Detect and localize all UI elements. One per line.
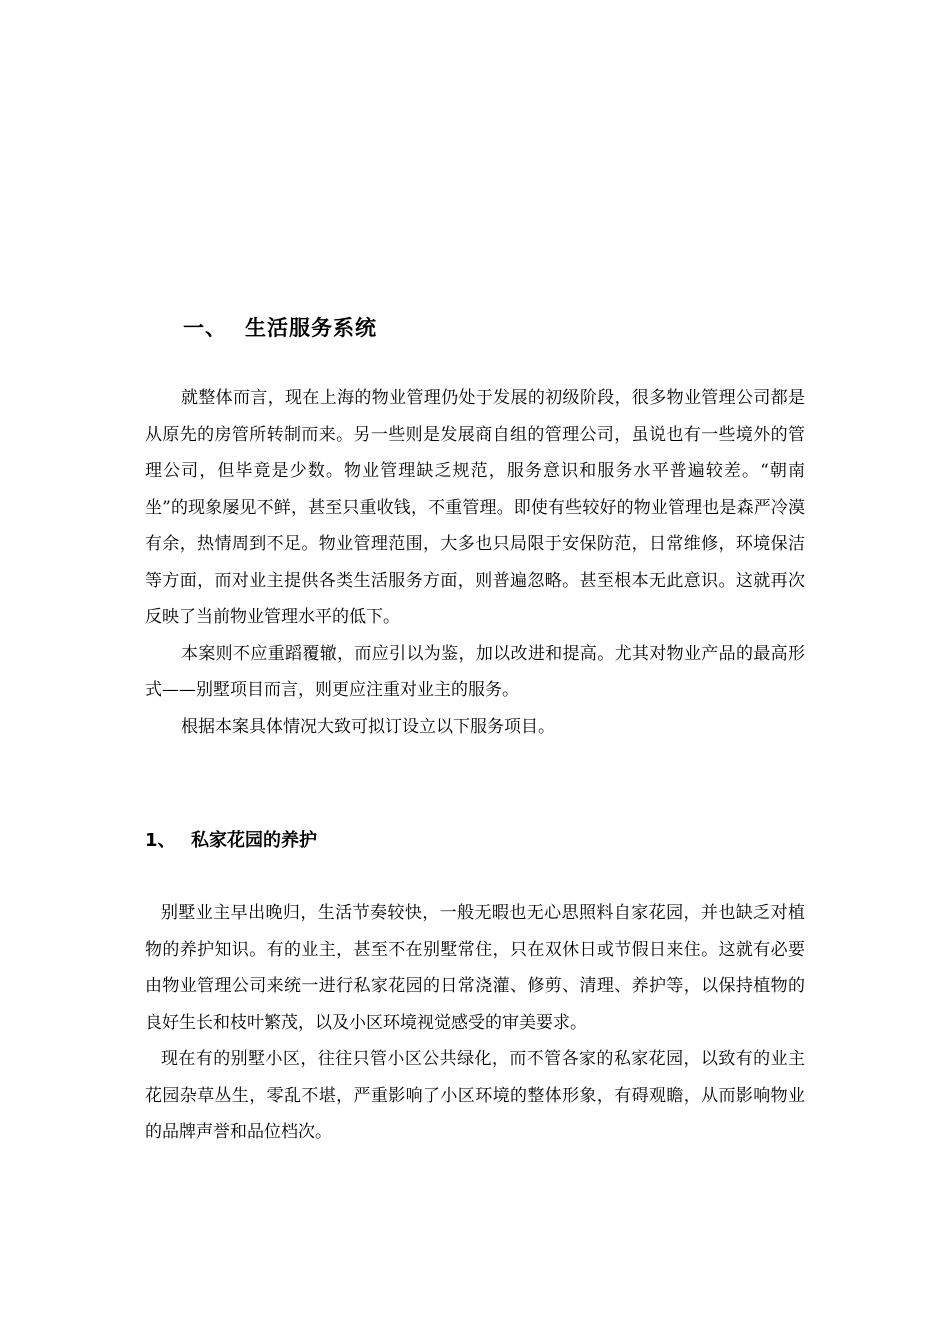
paragraph: 本案则不应重蹈覆辙，而应引以为鉴，加以改进和提高。尤其对物业产品的最高形式——别墅项目而言，则更应注重对业主的服务。 — [145, 643, 805, 700]
paragraph: 现在有的别墅小区，往往只管小区公共绿化，而不管各家的私家花园，以致有的业主花园杂草丛生，零乱不堪，严重影响了小区环境的整体形象，有碍观瞻，从而影响物业的品牌声誉和品位档次。 — [145, 1049, 805, 1142]
paragraph: 根据本案具体情况大致可拟订设立以下服务项目。 — [181, 716, 555, 737]
paragraph: 别墅业主早出晚归，生活节奏较快，一般无暇也无心思照料自家花园，并也缺乏对植物的养护知识。有的业主，甚至不在别墅常住，只在双休日或节假日来住。这就有必要由物业管理公司来统一进行私家花园的日常浇灌、修剪、清理、养护等，以保持植物的良好生长和枝叶繁茂，以及小区环境视觉感受的审美要求。 — [145, 903, 805, 1033]
paragraph: 就整体而言，现在上海的物业管理仍处于发展的初级阶段，很多物业管理公司都是从原先的房管所转制而来。另一些则是发展商自组的管理公司，虽说也有一些境外的管理公司，但毕竟是少数。物业管理缺乏规范，服务意识和服务水平普遍较差。“朝南坐”的现象屡见不鲜，甚至只重收钱，不重管理。即使有些较好的物业管理也是森严冷漠有余，热情周到不足。物业管理范围，大多也只局限于安保防范，日常维修，环境保洁等方面，而对业主提供各类生活服务方面，则普遍忽略。甚至根本无此意识。这就再次反映了当前物业管理水平的低下。 — [145, 388, 805, 627]
subsection-body — [145, 895, 805, 1151]
subsection-title: 私家花园的养护 — [191, 830, 317, 851]
subsection-number: 1、 — [145, 830, 176, 851]
section-heading — [183, 312, 377, 344]
section-title: 生活服务系统 — [245, 316, 377, 340]
section-number: 一、 — [183, 316, 227, 340]
subsection-heading — [145, 826, 317, 856]
section-body — [145, 380, 805, 745]
